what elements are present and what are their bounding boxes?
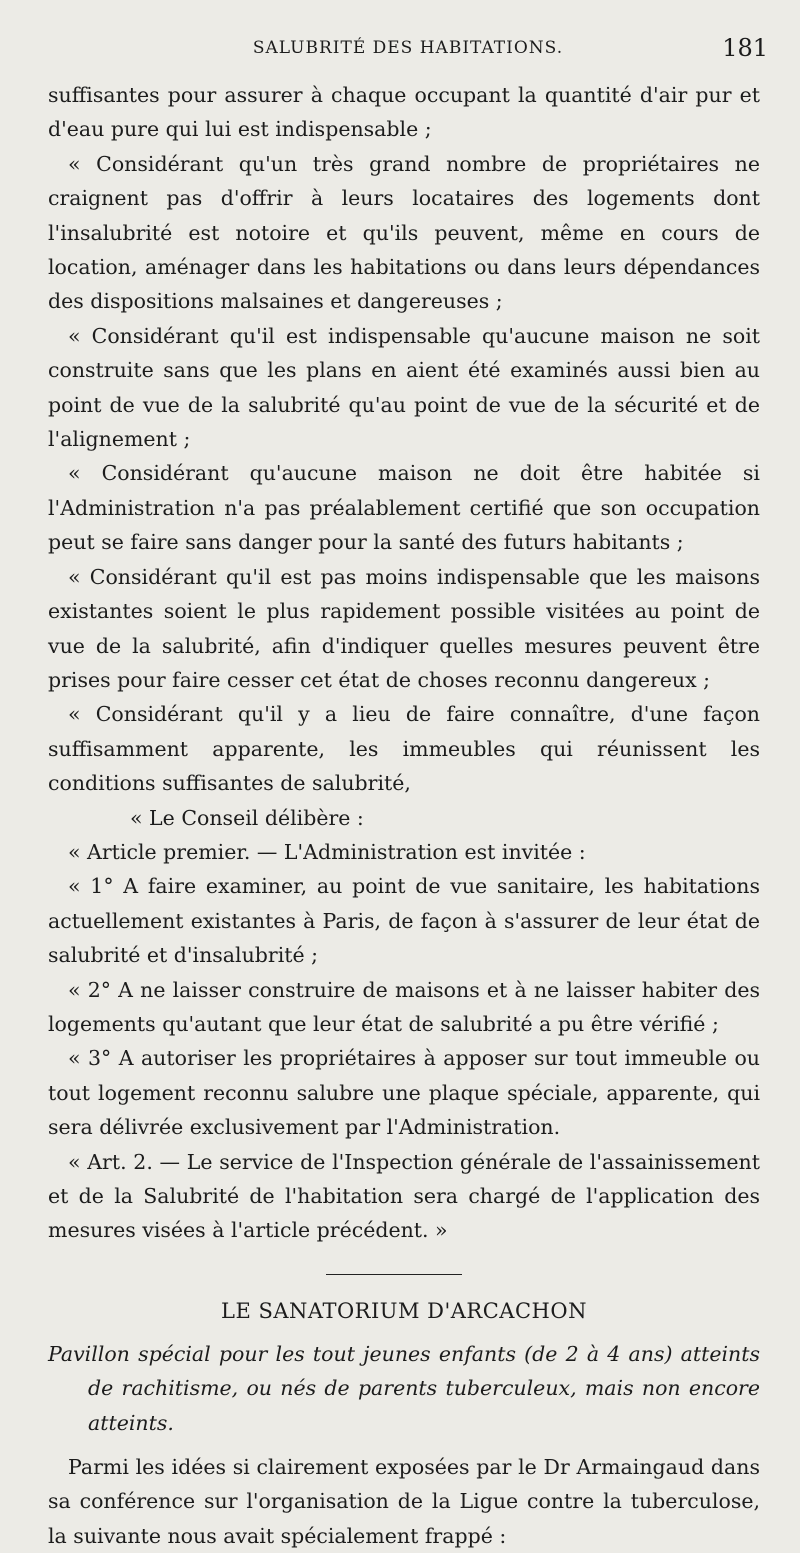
paragraph-considerant-4: « Considérant qu'il est pas moins indispensable que les maisons existantes soient le plus rapidement possible visitées au point de vue de la salubrité, afin d'indiquer quelles mesures peuvent être prises pour faire cesser cet état de choses reconnu dangereux ; [48, 564, 760, 692]
paragraph-considerant-2: « Considérant qu'il est indispensable qu'aucune maison ne soit construite sans que les plans en aient été examinés aussi bien au point de vue de la salubrité qu'au point de vue de la sécurité et de l'alignement ; [48, 323, 760, 452]
paragraph-article-premier: « Article premier. — L'Administration est invitée : [68, 839, 586, 864]
paragraph-item-3: « 3° A autoriser les propriétaires à apposer sur tout immeuble ou tout logement reconnu salubre une plaque spéciale, apparente, qui sera délivrée exclusivement par l'Administration. [48, 1046, 760, 1140]
paragraph-considerant-3: « Considérant qu'aucune maison ne doit être habitée si l'Administration n'a pas préalablement certifié que son occupation peut se faire sans danger pour la santé des futurs habitants ; [48, 461, 760, 555]
paragraph-considerant-5: « Considérant qu'il y a lieu de faire connaître, d'une façon suffisamment apparente, les immeubles qui réunissent les conditions suffisantes de salubrité, [48, 702, 760, 796]
page-number: 181 [722, 34, 768, 62]
paragraph-item-1: « 1° A faire examiner, au point de vue sanitaire, les habitations actuellement existantes à Paris, de façon à s'assurer de leur état de salubrité et d'insalubrité ; [48, 874, 760, 968]
section-title: LE SANATORIUM D'ARCACHON [221, 1298, 587, 1323]
section-subtitle: Pavillon spécial pour les tout jeunes enfants (de 2 à 4 ans) atteints de rachitisme, ou nés de parents tuberculeux, mais non encore atteints. [48, 1341, 760, 1435]
page-body [48, 78, 760, 1553]
running-header [48, 34, 768, 72]
section-divider [326, 1274, 462, 1275]
paragraph-item-2: « 2° A ne laisser construire de maisons et à ne laisser habiter des logements qu'autant que leur état de salubrité a pu être vérifié ; [48, 977, 760, 1036]
paragraph-considerant-1: « Considérant qu'un très grand nombre de propriétaires ne craignent pas d'offrir à leurs locataires des logements dont l'insalubrité est notoire et qu'ils peuvent, même en cours de location, aménager dans les habitations ou dans leurs dépendances des dispositions malsaines et dangereuses ; [48, 151, 760, 314]
paragraph-conseil-delibere: « Le Conseil délibère : [130, 805, 364, 830]
paragraph-continuation: suffisantes pour assurer à chaque occupant la quantité d'air pur et d'eau pure qui lui est indispensable ; [48, 83, 760, 142]
paragraph-article-2: « Art. 2. — Le service de l'Inspection générale de l'assainissement et de la Salubrité de l'habitation sera chargé de l'application des mesures visées à l'article précédent. » [48, 1149, 760, 1243]
section-intro-paragraph: Parmi les idées si clairement exposées par le Dr Armaingaud dans sa conférence sur l'organisation de la Ligue contre la tuberculose, la suivante nous avait spécialement frappé : [48, 1455, 760, 1548]
running-title: SALUBRITÉ DES HABITATIONS. [252, 38, 564, 58]
